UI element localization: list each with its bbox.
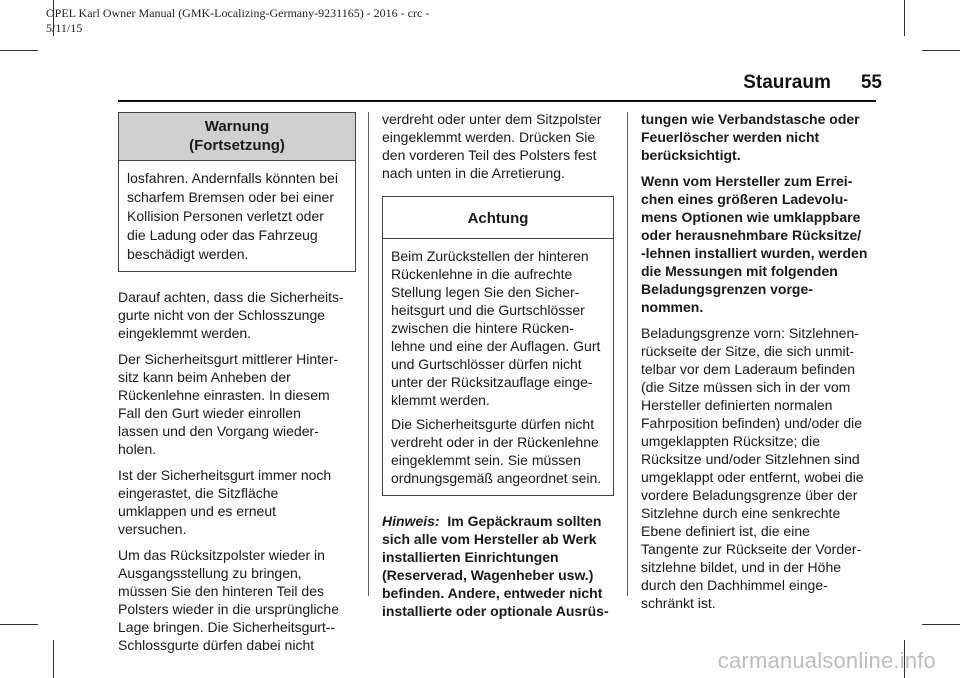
bold-paragraph (641, 172, 881, 316)
crop-mark (53, 640, 54, 678)
text-line: (Reserverad, Wagenheber usw.) (382, 567, 594, 583)
text-line: mens Optionen wie umklappbare (641, 209, 861, 225)
text-line: rückseite der Sitze, die sich unmit- (641, 343, 855, 359)
page-number: 55 (860, 72, 882, 93)
paragraph (391, 415, 606, 487)
text-line: installierten Einrichtungen (382, 549, 559, 565)
text-line: verdreht oder unter dem Sitzpolster (382, 111, 602, 127)
text-line: unter der Rücksitzauflage einge- (391, 374, 593, 390)
text-line: Darauf achten, dass die Sicherheits- (118, 289, 344, 305)
text-line: Wenn vom Hersteller zum Errei- (641, 173, 853, 189)
column-divider (627, 112, 628, 596)
text-line: (die Sitze müssen sich in der vom (641, 379, 851, 395)
text-line: Beim Zurückstellen der hinteren (391, 248, 589, 264)
text-line: losfahren. Andernfalls könnten bei (127, 170, 338, 186)
text-line: Rücksitze und/oder Sitzlehnen sind (641, 451, 860, 467)
text-line: gurte nicht von der Schlosszunge (118, 307, 326, 323)
crop-mark (922, 50, 960, 51)
text-line: Hersteller definierten normalen (641, 397, 833, 413)
caution-box (382, 196, 614, 496)
text-line: Der Sicherheitsgurt mittlerer Hinter- (118, 351, 339, 367)
text-line: Fahrposition befinden) und/oder die (641, 415, 863, 431)
text-line: Feuerlöscher werden nicht (641, 129, 820, 145)
crop-mark (0, 624, 38, 625)
text-line: tungen wie Verbandstasche oder (641, 111, 860, 127)
text-line: eingeklemmt werden. Drücken Sie (382, 129, 596, 145)
text-line: chen eines größeren Ladevolu- (641, 191, 848, 207)
text-line: Um das Rücksitzpolster wieder in (118, 547, 325, 563)
text-line: Tangente zur Rückseite der Vorder- (641, 541, 862, 557)
text-line: die Messungen mit folgenden (641, 263, 838, 279)
warning-header (119, 113, 355, 160)
page-header (743, 72, 882, 94)
text-line: die Ladung oder das Fahrzeug (127, 227, 318, 243)
text-line: Ausgangsstellung zu bringen, (118, 565, 302, 581)
column-right (641, 110, 881, 620)
text-line: und Gurtschlösser dürfen nicht (391, 356, 582, 372)
paragraph (391, 247, 606, 409)
section-title: Stauraum (743, 72, 831, 93)
document-meta (46, 6, 429, 36)
crop-mark (0, 50, 38, 51)
bold-paragraph (641, 110, 881, 164)
text-line: sitzlehne bildet, und in der Höhe (641, 559, 842, 575)
text-line: verdreht oder in der Rückenlehne (391, 434, 599, 450)
text-line: lassen und den Vorgang wieder- (118, 423, 319, 439)
text-line: durch den Dachhimmel einge- (641, 577, 828, 593)
text-line: umklappen und es erneut (118, 503, 276, 519)
text-line: berücksichtigt. (641, 147, 741, 163)
paragraph (118, 288, 356, 342)
warning-subtitle: (Fortsetzung) (189, 137, 285, 154)
note-text: Im Gepäckraum sollten (447, 513, 602, 529)
text-line: Stellung legen Sie den Sicher- (391, 284, 580, 300)
paragraph (118, 466, 356, 538)
caution-header: Achtung (383, 197, 613, 238)
text-line: -lehnen installiert wurden, werden (641, 245, 868, 261)
text-line: Beladungsgrenzen vorge- (641, 281, 813, 297)
text-line: ordnungsgemäß angeordnet sein. (391, 470, 602, 486)
paragraph (641, 324, 881, 612)
text-line: Kollision Personen verletzt oder (127, 208, 324, 224)
paragraph (382, 110, 614, 182)
text-line: lehne und eine der Auflagen. Gurt (391, 338, 601, 354)
text-line: heitsgurt und die Gurtschlösser (391, 302, 585, 318)
paragraph (118, 350, 356, 458)
text-line: Schlossgurte dürfen dabei nicht (118, 637, 315, 653)
text-line: vordere Beladungsgrenze über der (641, 487, 858, 503)
text-line: Beladungsgrenze vorn: Sitzlehnen- (641, 325, 859, 341)
text-line: Ist der Sicherheitsgurt immer noch (118, 467, 332, 483)
text-line: klemmt werden. (391, 392, 490, 408)
text-line: telbar vor dem Laderaum befinden (641, 361, 856, 377)
note-paragraph (382, 512, 614, 620)
column-left (118, 112, 356, 662)
column-middle (382, 110, 614, 628)
text-line: müssen Sie den hinteren Teil des (118, 583, 324, 599)
text-line: Rückenlehne in die aufrechte (391, 266, 573, 282)
text-line: umgeklappt oder entfernt, wobei die (641, 469, 864, 485)
warning-body (119, 161, 355, 271)
crop-mark (922, 624, 960, 625)
warning-title: Warnung (204, 118, 270, 135)
text-line: oder herausnehmbare Rücksitze/ (641, 227, 862, 243)
text-line: installierte oder optionale Ausrüs- (382, 603, 609, 619)
text-line: scharfem Bremsen oder bei einer (127, 189, 334, 205)
text-line: Polsters wieder in die ursprüngliche (118, 601, 339, 617)
text-line: Ebene definiert ist, die eine (641, 523, 810, 539)
crop-mark (904, 0, 905, 36)
text-line: eingeklemmt werden. (118, 325, 252, 341)
text-line: den vorderen Teil des Polsters fest (382, 147, 597, 163)
text-line: umgeklappten Rücksitze; die (641, 433, 820, 449)
meta-date: 5/11/15 (46, 21, 83, 35)
text-line: Die Sicherheitsgurte dürfen nicht (391, 416, 595, 432)
text-line: Sitzlehne durch eine senkrechte (641, 505, 841, 521)
text-line: nach unten in die Arretierung. (382, 165, 565, 181)
text-line: Fall den Gurt wieder einrollen (118, 405, 301, 421)
text-line: schränkt ist. (641, 595, 716, 611)
text-line: sich alle vom Hersteller ab Werk (382, 531, 597, 547)
meta-line: OPEL Karl Owner Manual (GMK-Localizing-Germany-9231165) - 2016 - crc - (46, 6, 430, 20)
text-line: eingeklemmt sein. Sie müssen (391, 452, 581, 468)
note-label: Hinweis: (382, 513, 440, 529)
header-rule (118, 100, 876, 102)
text-line: befinden. Andere, entweder nicht (382, 585, 603, 601)
warning-box (118, 112, 356, 272)
text-line (382, 512, 614, 530)
column-divider (368, 112, 369, 596)
text-line: nommen. (641, 299, 704, 315)
text-line: beschädigt werden. (127, 246, 249, 262)
caution-body (383, 239, 613, 495)
text-line: eingerastet, die Sitzfläche (118, 485, 279, 501)
text-line: sitz kann beim Anheben der (118, 369, 291, 385)
text-line: versuchen. (118, 521, 187, 537)
paragraph (118, 546, 356, 654)
text-line: holen. (118, 441, 157, 457)
watermark: carmanualsonline.info (717, 648, 936, 673)
text-line: Lage bringen. Die Sicherheitsgurt-- (118, 619, 336, 635)
text-line: Rückenlehne einrasten. In diesem (118, 387, 330, 403)
text-line: zwischen die hintere Rücken- (391, 320, 574, 336)
